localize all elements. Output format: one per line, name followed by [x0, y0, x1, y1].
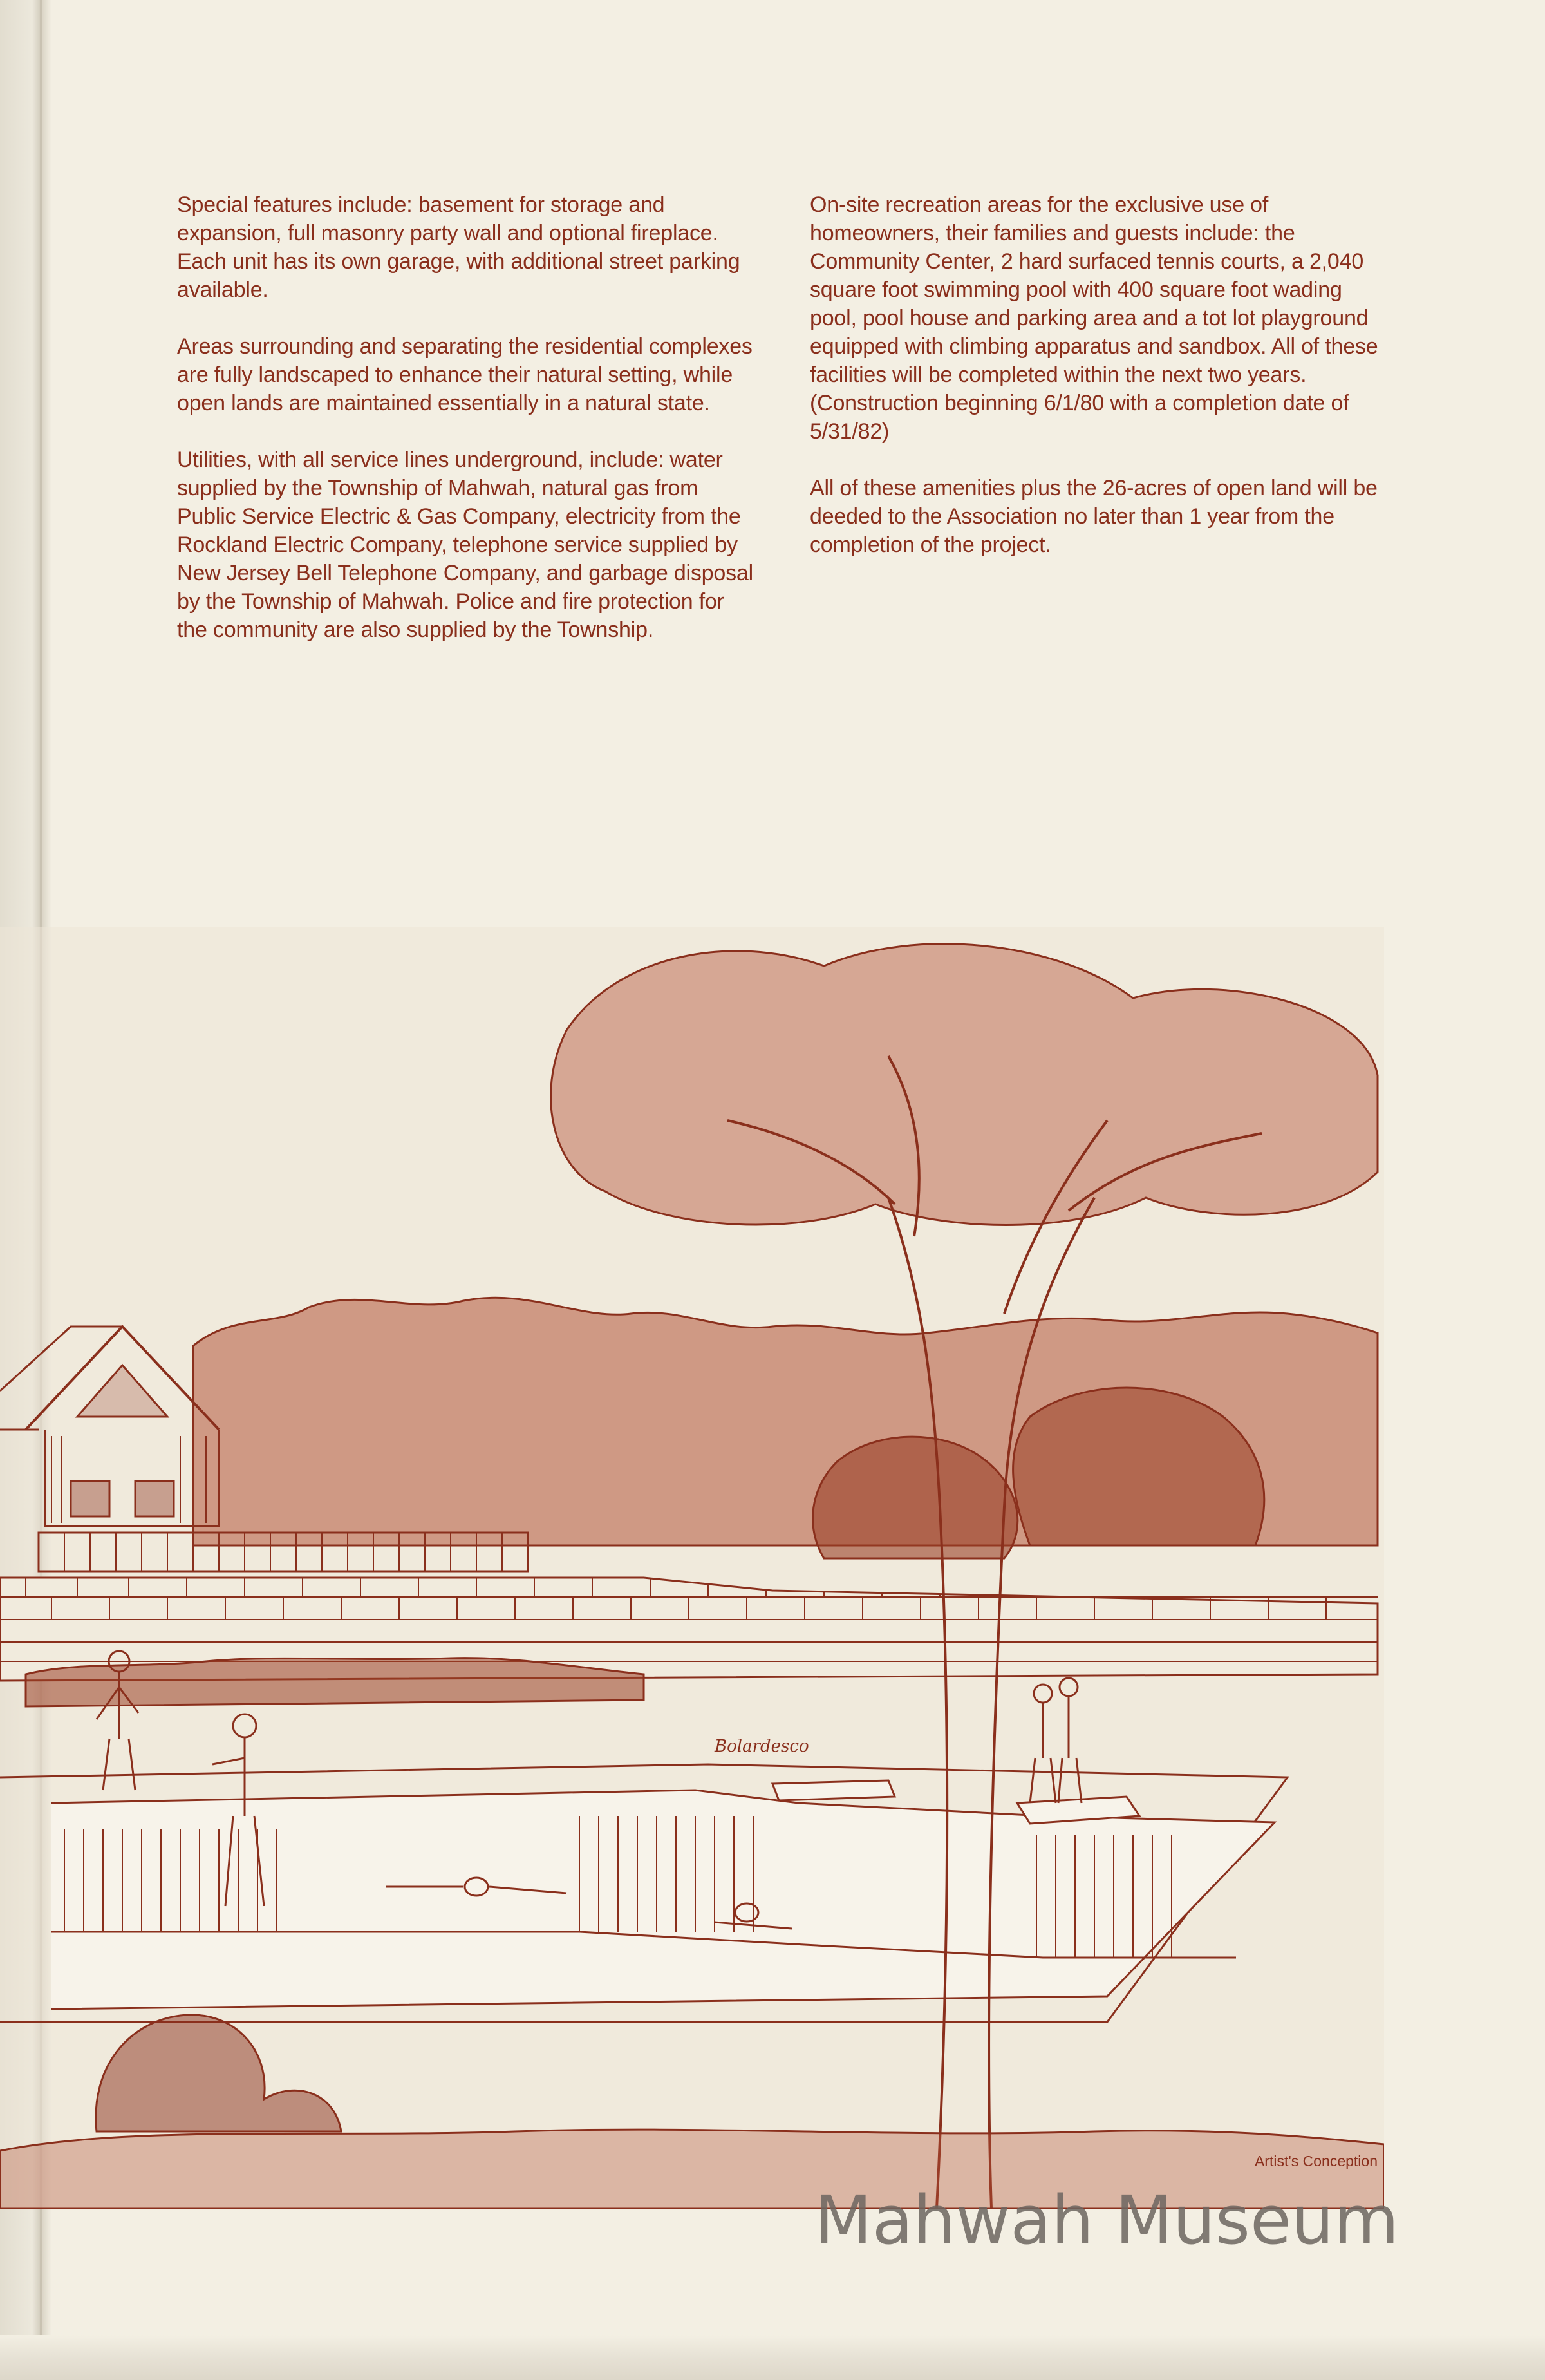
page-bottom-edge [0, 2335, 1545, 2380]
utilities-paragraph: Utilities, with all service lines underground, include: water supplied by the Township of Mahwah, natural gas from Public Service Electric & Gas Company, electricity from the Rockland Electric Company, telephone service supplied by New Jersey Bell Telephone Company, and garbage disposal by the Township of Mahwah. Police and fire protection for the community are also supplied by the Township. [177, 448, 753, 642]
pool-illustration [0, 927, 1384, 2209]
amenities-paragraph: All of these amenities plus the 26-acres of open land will be deeded to the Association no later than 1 year from the completion of the project. [810, 476, 1378, 557]
illustration-caption: Artist's Conception [1254, 2153, 1378, 2169]
left-text-column [177, 191, 756, 672]
special-features-paragraph: Special features include: basement for storage and expansion, full masonry party wall and optional fireplace. Each unit has its own garage, with additional street parking available. [177, 193, 740, 302]
museum-watermark: Mahwah Museum [814, 2181, 1400, 2260]
recreation-paragraph: On-site recreation areas for the exclusive use of homeowners, their families and guests include: the Community Center, 2 hard surfaced tennis courts, a 2,040 square foot swimming pool with 400 square foot wading pool, pool house and parking area and a tot lot playground equipped with climbing apparatus and sandbox. All of these facilities will be completed within the next two years. (Construction beginning 6/1/80 with a completion date of 5/31/82) [810, 193, 1378, 444]
artist-signature: Bolardesco [715, 1737, 809, 1756]
right-text-column [810, 191, 1389, 587]
landscaping-paragraph: Areas surrounding and separating the residential complexes are fully landscaped to enhance their natural setting, while open lands are maintained essentially in a natural state. [177, 334, 753, 415]
swimming-pool [0, 1764, 1288, 2022]
